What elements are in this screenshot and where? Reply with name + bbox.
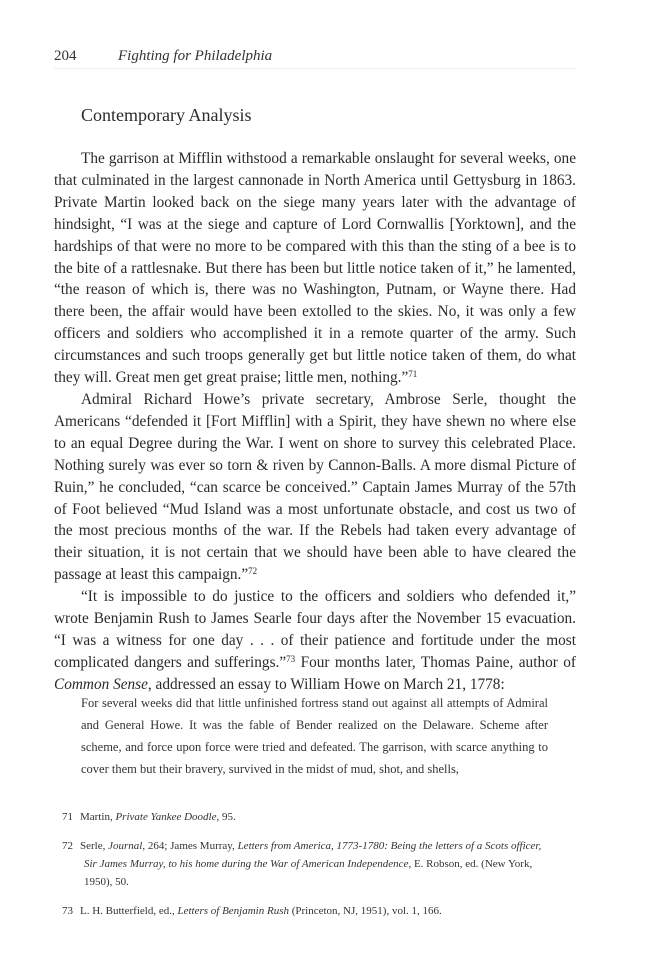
page-number: 204 — [54, 48, 77, 64]
body-text — [54, 148, 576, 696]
paragraph-1: The garrison at Mifflin withstood a remarkable onslaught for several weeks, one that culminated in the largest cannonade in North America until Gettysburg in 1863. Private Martin looked back on the siege many years later with the advantage of hindsight, “I was at the siege and capture of Lord Cornwallis [Yorktown], and the hardships of that were no more to be compared with this than the sting of a bee is to the bite of a rattlesnake. But there has been but little notice taken of it,” he lamented, “the reason of which is, there was no Washington, Putnam, or Wayne there. Had there been, the affair would have been extolled to the skies. No, it was only a few officers and soldiers who accomplished it in a remote quarter of the army. Such circumstances and such troops generally get but little notice taken of them, do what they will. Great men get great praise; little men, nothing.”$^{71}$ — [54, 150, 576, 387]
section-title: Contemporary Analysis — [81, 105, 252, 125]
footnote-73: 73 L. H. Butterfield, ed., Letters of Benjamin Rush (Princeton, NJ, 1951), vol. 1, 166. — [62, 905, 442, 917]
paragraph-3: “It is impossible to do justice to the officers and soldiers who defended it,” wrote Benjamin Rush to James Searle four days after the November 15 evacuation. “I was a witness for one day . . . of their patience and fortitude under the most complicated dangers and sufferings.”$^{73}$ Four months later, Thomas Paine, author of Common Sense, addressed an essay to William Howe on March 21, 1778: — [54, 588, 576, 693]
block-quote: For several weeks did that little unfinished fortress stand out against all attempts of Admiral and General Howe. It was the fable of Bender realized on the Delaware. Scheme after scheme, and force upon force were tried and defeated. The garrison, with scarce anything to cover them but their bravery, survived in the midst of mud, shot, and shells, — [81, 696, 548, 776]
footnote-72: 72 Serle, Journal, 264; James Murray, Letters from America, 1773-1780: Being the letters of a Scots officer, Sir James Murray, to his home during the War of American Independence, E. Robson, ed. (New York, 1950), 50. — [62, 840, 542, 888]
footnotes — [54, 808, 554, 931]
paragraph-2: Admiral Richard Howe’s private secretary, Ambrose Serle, thought the Americans “defended it [Fort Mifflin] with a Spirit, they have shewn no where else to an equal Degree during the War. I went on shore to survey this celebrated Place. Nothing surely was ever so torn & riven by Cannon-Balls. A more dismal Picture of Ruin,” he concluded, “can scarce be conceived.” Captain James Murray of the 57th of Foot believed “Mud Island was a most unfortunate obstacle, and cost us two of the most precious months of the war. If the Rebels had taken every advantage of their situation, it is not certain that we should have been able to have cleared the passage at least this campaign.”$^{72}$ — [54, 390, 576, 584]
footnote-ref-73[interactable]: 73 — [286, 653, 296, 664]
footnote-71: 71 Martin, Private Yankee Doodle, 95. — [62, 811, 236, 823]
footnote-ref-71[interactable]: 71 — [408, 369, 418, 380]
book-title-common-sense: Common Sense — [54, 675, 148, 693]
running-title: Fighting for Philadelphia — [118, 48, 273, 64]
running-head — [54, 48, 576, 69]
footnote-ref-72[interactable]: 72 — [248, 566, 258, 577]
